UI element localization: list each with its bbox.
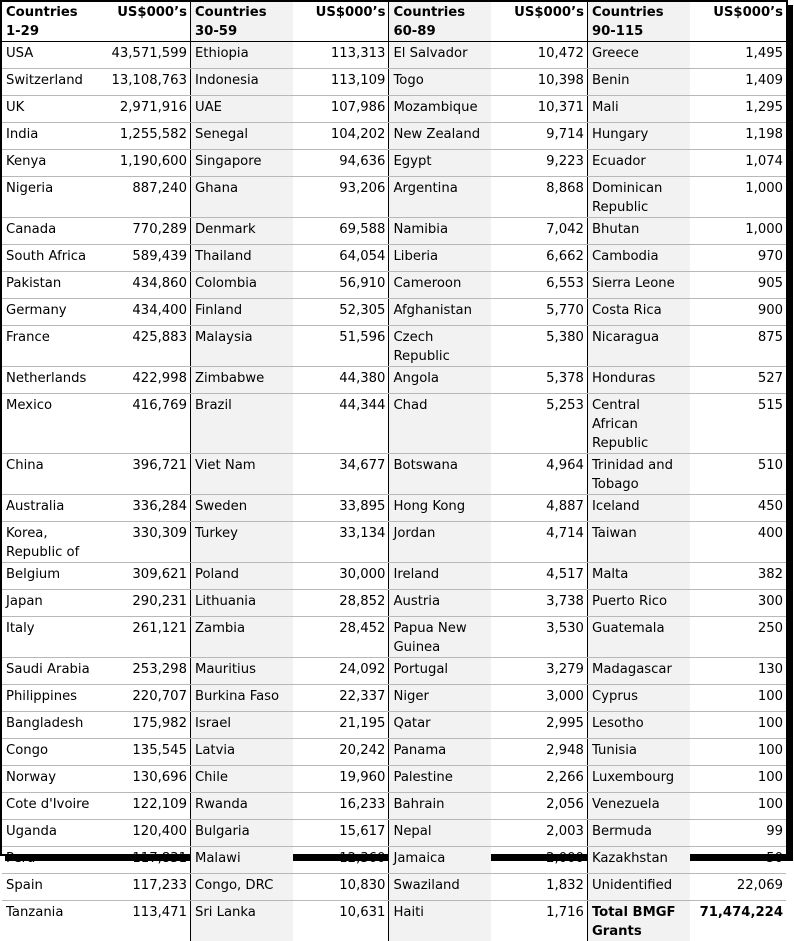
header-countries-2: Countries 30-59	[190, 2, 292, 42]
grant-value-cell: 589,439	[94, 245, 190, 272]
header-row	[2, 2, 786, 42]
country-name-cell: Canada	[2, 218, 94, 245]
country-name-cell: Botswana	[389, 454, 491, 495]
country-name-cell: El Salvador	[389, 42, 491, 69]
country-name-cell: Honduras	[587, 367, 689, 394]
grant-value-cell: 4,517	[491, 563, 587, 590]
country-name-cell: Italy	[2, 617, 94, 658]
table-body	[2, 42, 786, 941]
country-name-cell: Singapore	[190, 150, 292, 177]
country-name-cell: Jamaica	[389, 847, 491, 874]
country-name-cell: Taiwan	[587, 522, 689, 563]
country-name-cell: Mali	[587, 96, 689, 123]
grant-value-cell: 117,233	[94, 874, 190, 901]
grant-value-cell: 5,380	[491, 326, 587, 367]
grant-value-cell: 770,289	[94, 218, 190, 245]
country-name-cell: Sweden	[190, 495, 292, 522]
grant-value-cell: 21,195	[293, 712, 389, 739]
grant-value-cell: 1,255,582	[94, 123, 190, 150]
table-row	[2, 42, 786, 69]
grant-value-cell: 434,860	[94, 272, 190, 299]
grant-value-cell: 2,000	[491, 847, 587, 874]
country-name-cell: Nigeria	[2, 177, 94, 218]
table-row	[2, 69, 786, 96]
grant-value-cell: 33,134	[293, 522, 389, 563]
grant-value-cell: 2,056	[491, 793, 587, 820]
grant-value-cell: 19,960	[293, 766, 389, 793]
country-name-cell: Ireland	[389, 563, 491, 590]
country-name-cell: Angola	[389, 367, 491, 394]
grant-value-cell: 330,309	[94, 522, 190, 563]
grant-value-cell: 970	[690, 245, 786, 272]
grant-value-cell: 94,636	[293, 150, 389, 177]
country-name-cell: Malta	[587, 563, 689, 590]
country-name-cell: Jordan	[389, 522, 491, 563]
grant-value-cell: 64,054	[293, 245, 389, 272]
grant-value-cell: 100	[690, 685, 786, 712]
country-name-cell: UK	[2, 96, 94, 123]
grant-value-cell: 2,971,916	[94, 96, 190, 123]
grant-value-cell: 5,378	[491, 367, 587, 394]
grant-value-cell: 117,831	[94, 847, 190, 874]
grant-value-cell: 13,108,763	[94, 69, 190, 96]
grant-value-cell: 130,696	[94, 766, 190, 793]
grant-value-cell: 20,242	[293, 739, 389, 766]
country-name-cell: Cameroon	[389, 272, 491, 299]
country-name-cell: Hungary	[587, 123, 689, 150]
grant-value-cell: 2,266	[491, 766, 587, 793]
table-row	[2, 96, 786, 123]
country-name-cell: Philippines	[2, 685, 94, 712]
table-row	[2, 766, 786, 793]
country-name-cell: Nepal	[389, 820, 491, 847]
country-name-cell: Papua New Guinea	[389, 617, 491, 658]
country-name-cell: Malawi	[190, 847, 292, 874]
country-name-cell: Unidentified	[587, 874, 689, 901]
country-name-cell: Iceland	[587, 495, 689, 522]
country-name-cell: Ghana	[190, 177, 292, 218]
country-name-cell: Peru	[2, 847, 94, 874]
country-name-cell: Hong Kong	[389, 495, 491, 522]
grant-value-cell: 10,398	[491, 69, 587, 96]
country-name-cell: Togo	[389, 69, 491, 96]
grant-value-cell: 175,982	[94, 712, 190, 739]
country-name-cell: Zimbabwe	[190, 367, 292, 394]
country-name-cell: Palestine	[389, 766, 491, 793]
table-row	[2, 177, 786, 218]
grant-value-cell: 28,452	[293, 617, 389, 658]
grant-value-cell: 107,986	[293, 96, 389, 123]
total-value-cell: 71,474,224	[690, 901, 786, 941]
grant-value-cell: 100	[690, 739, 786, 766]
country-name-cell: South Africa	[2, 245, 94, 272]
grant-value-cell: 9,714	[491, 123, 587, 150]
country-name-cell: Namibia	[389, 218, 491, 245]
table-row	[2, 793, 786, 820]
country-name-cell: Liberia	[389, 245, 491, 272]
grant-value-cell: 24,092	[293, 658, 389, 685]
country-name-cell: Nicaragua	[587, 326, 689, 367]
country-name-cell: Puerto Rico	[587, 590, 689, 617]
country-name-cell: Switzerland	[2, 69, 94, 96]
grant-value-cell: 2,995	[491, 712, 587, 739]
country-name-cell: Luxembourg	[587, 766, 689, 793]
grant-value-cell: 5,253	[491, 394, 587, 454]
grant-value-cell: 56,910	[293, 272, 389, 299]
grant-value-cell: 1,716	[491, 901, 587, 941]
country-name-cell: Trinidad and Tobago	[587, 454, 689, 495]
grant-value-cell: 16,233	[293, 793, 389, 820]
table-row	[2, 150, 786, 177]
country-name-cell: Dominican Republic	[587, 177, 689, 218]
grant-value-cell: 2,948	[491, 739, 587, 766]
grant-value-cell: 4,964	[491, 454, 587, 495]
table-row	[2, 367, 786, 394]
country-name-cell: Japan	[2, 590, 94, 617]
grant-value-cell: 10,371	[491, 96, 587, 123]
grant-value-cell: 336,284	[94, 495, 190, 522]
table-row	[2, 272, 786, 299]
table-row	[2, 874, 786, 901]
country-name-cell: Congo	[2, 739, 94, 766]
grant-value-cell: 15,617	[293, 820, 389, 847]
country-name-cell: Austria	[389, 590, 491, 617]
table-row	[2, 394, 786, 454]
total-label-cell: Total BMGF Grants	[587, 901, 689, 941]
country-name-cell: Lesotho	[587, 712, 689, 739]
header-value-3: US$000’s	[491, 2, 587, 42]
grant-value-cell: 122,109	[94, 793, 190, 820]
grant-value-cell: 7,042	[491, 218, 587, 245]
country-name-cell: Chad	[389, 394, 491, 454]
country-name-cell: Haiti	[389, 901, 491, 941]
grant-value-cell: 69,588	[293, 218, 389, 245]
grant-value-cell: 450	[690, 495, 786, 522]
country-name-cell: Czech Republic	[389, 326, 491, 367]
grant-value-cell: 9,223	[491, 150, 587, 177]
grant-value-cell: 515	[690, 394, 786, 454]
grant-value-cell: 12,360	[293, 847, 389, 874]
country-name-cell: USA	[2, 42, 94, 69]
country-name-cell: China	[2, 454, 94, 495]
country-name-cell: France	[2, 326, 94, 367]
table-row	[2, 123, 786, 150]
country-name-cell: Afghanistan	[389, 299, 491, 326]
country-name-cell: Rwanda	[190, 793, 292, 820]
grant-value-cell: 2,003	[491, 820, 587, 847]
country-name-cell: Tunisia	[587, 739, 689, 766]
country-name-cell: Saudi Arabia	[2, 658, 94, 685]
table-row	[2, 590, 786, 617]
country-name-cell: Thailand	[190, 245, 292, 272]
grant-value-cell: 50	[690, 847, 786, 874]
country-name-cell: Poland	[190, 563, 292, 590]
grant-value-cell: 10,830	[293, 874, 389, 901]
grant-value-cell: 100	[690, 793, 786, 820]
country-name-cell: Germany	[2, 299, 94, 326]
country-name-cell: Cambodia	[587, 245, 689, 272]
grant-value-cell: 99	[690, 820, 786, 847]
country-name-cell: Bhutan	[587, 218, 689, 245]
country-name-cell: New Zealand	[389, 123, 491, 150]
country-name-cell: Qatar	[389, 712, 491, 739]
table-row	[2, 218, 786, 245]
grant-value-cell: 113,471	[94, 901, 190, 941]
country-name-cell: Tanzania	[2, 901, 94, 941]
country-name-cell: Argentina	[389, 177, 491, 218]
grant-value-cell: 1,000	[690, 177, 786, 218]
grant-value-cell: 120,400	[94, 820, 190, 847]
country-name-cell: Denmark	[190, 218, 292, 245]
grant-value-cell: 510	[690, 454, 786, 495]
grant-value-cell: 33,895	[293, 495, 389, 522]
country-name-cell: Mexico	[2, 394, 94, 454]
grant-value-cell: 300	[690, 590, 786, 617]
grant-value-cell: 22,069	[690, 874, 786, 901]
country-name-cell: India	[2, 123, 94, 150]
grant-value-cell: 3,000	[491, 685, 587, 712]
country-name-cell: Bahrain	[389, 793, 491, 820]
grant-value-cell: 261,121	[94, 617, 190, 658]
table-row	[2, 685, 786, 712]
grant-value-cell: 93,206	[293, 177, 389, 218]
country-name-cell: Costa Rica	[587, 299, 689, 326]
table-row	[2, 739, 786, 766]
country-name-cell: Malaysia	[190, 326, 292, 367]
grant-value-cell: 905	[690, 272, 786, 299]
grant-value-cell: 1,198	[690, 123, 786, 150]
country-name-cell: Bermuda	[587, 820, 689, 847]
grants-by-country-table	[2, 2, 786, 941]
grant-value-cell: 3,279	[491, 658, 587, 685]
country-name-cell: Israel	[190, 712, 292, 739]
table-row	[2, 245, 786, 272]
table-row	[2, 495, 786, 522]
grant-value-cell: 5,770	[491, 299, 587, 326]
country-name-cell: Venezuela	[587, 793, 689, 820]
country-name-cell: Netherlands	[2, 367, 94, 394]
grant-value-cell: 253,298	[94, 658, 190, 685]
grant-value-cell: 1,495	[690, 42, 786, 69]
grant-value-cell: 34,677	[293, 454, 389, 495]
table-row	[2, 326, 786, 367]
grant-value-cell: 4,887	[491, 495, 587, 522]
country-name-cell: Kenya	[2, 150, 94, 177]
grant-value-cell: 10,631	[293, 901, 389, 941]
grant-value-cell: 527	[690, 367, 786, 394]
grant-value-cell: 887,240	[94, 177, 190, 218]
country-name-cell: Cyprus	[587, 685, 689, 712]
grant-value-cell: 382	[690, 563, 786, 590]
country-name-cell: Benin	[587, 69, 689, 96]
country-name-cell: Lithuania	[190, 590, 292, 617]
country-name-cell: Sri Lanka	[190, 901, 292, 941]
country-name-cell: Chile	[190, 766, 292, 793]
table-row	[2, 454, 786, 495]
grant-value-cell: 416,769	[94, 394, 190, 454]
header-countries-1: Countries 1-29	[2, 2, 94, 42]
table-row	[2, 522, 786, 563]
grant-value-cell: 52,305	[293, 299, 389, 326]
country-name-cell: Colombia	[190, 272, 292, 299]
grant-value-cell: 1,409	[690, 69, 786, 96]
grant-value-cell: 1,832	[491, 874, 587, 901]
country-name-cell: Kazakhstan	[587, 847, 689, 874]
grant-value-cell: 113,313	[293, 42, 389, 69]
country-name-cell: Swaziland	[389, 874, 491, 901]
country-name-cell: Cote d'Ivoire	[2, 793, 94, 820]
table-row	[2, 901, 786, 941]
grant-value-cell: 1,190,600	[94, 150, 190, 177]
country-name-cell: Zambia	[190, 617, 292, 658]
country-name-cell: Burkina Faso	[190, 685, 292, 712]
country-name-cell: Sierra Leone	[587, 272, 689, 299]
grant-value-cell: 434,400	[94, 299, 190, 326]
country-name-cell: Belgium	[2, 563, 94, 590]
grant-value-cell: 43,571,599	[94, 42, 190, 69]
grant-value-cell: 28,852	[293, 590, 389, 617]
table-row	[2, 712, 786, 739]
header-value-1: US$000’s	[94, 2, 190, 42]
grant-value-cell: 135,545	[94, 739, 190, 766]
grant-value-cell: 290,231	[94, 590, 190, 617]
header-value-4: US$000’s	[690, 2, 786, 42]
country-name-cell: Ethiopia	[190, 42, 292, 69]
grant-value-cell: 220,707	[94, 685, 190, 712]
grant-value-cell: 3,738	[491, 590, 587, 617]
grant-value-cell: 250	[690, 617, 786, 658]
country-name-cell: Finland	[190, 299, 292, 326]
table-row	[2, 563, 786, 590]
country-name-cell: Panama	[389, 739, 491, 766]
country-name-cell: Bulgaria	[190, 820, 292, 847]
country-name-cell: Turkey	[190, 522, 292, 563]
grant-value-cell: 3,530	[491, 617, 587, 658]
grant-value-cell: 425,883	[94, 326, 190, 367]
grant-value-cell: 30,000	[293, 563, 389, 590]
grant-value-cell: 309,621	[94, 563, 190, 590]
header-countries-3: Countries 60-89	[389, 2, 491, 42]
country-name-cell: Bangladesh	[2, 712, 94, 739]
grant-value-cell: 100	[690, 712, 786, 739]
grant-value-cell: 130	[690, 658, 786, 685]
grant-value-cell: 1,074	[690, 150, 786, 177]
table-row	[2, 820, 786, 847]
grant-value-cell: 8,868	[491, 177, 587, 218]
country-name-cell: Niger	[389, 685, 491, 712]
grant-value-cell: 100	[690, 766, 786, 793]
country-name-cell: Viet Nam	[190, 454, 292, 495]
grant-value-cell: 396,721	[94, 454, 190, 495]
country-name-cell: Ecuador	[587, 150, 689, 177]
country-name-cell: Mozambique	[389, 96, 491, 123]
country-name-cell: Greece	[587, 42, 689, 69]
country-name-cell: Central African Republic	[587, 394, 689, 454]
table-row	[2, 617, 786, 658]
grant-value-cell: 400	[690, 522, 786, 563]
grant-value-cell: 22,337	[293, 685, 389, 712]
country-name-cell: Madagascar	[587, 658, 689, 685]
grant-value-cell: 10,472	[491, 42, 587, 69]
country-name-cell: Norway	[2, 766, 94, 793]
country-name-cell: Australia	[2, 495, 94, 522]
country-name-cell: Latvia	[190, 739, 292, 766]
grant-value-cell: 104,202	[293, 123, 389, 150]
country-name-cell: Pakistan	[2, 272, 94, 299]
table-row	[2, 847, 786, 874]
country-name-cell: Egypt	[389, 150, 491, 177]
header-countries-4: Countries 90-115	[587, 2, 689, 42]
country-name-cell: Senegal	[190, 123, 292, 150]
table-row	[2, 299, 786, 326]
country-name-cell: UAE	[190, 96, 292, 123]
grant-value-cell: 1,295	[690, 96, 786, 123]
country-name-cell: Uganda	[2, 820, 94, 847]
grant-value-cell: 900	[690, 299, 786, 326]
grant-value-cell: 6,553	[491, 272, 587, 299]
grant-value-cell: 6,662	[491, 245, 587, 272]
grant-value-cell: 422,998	[94, 367, 190, 394]
grant-value-cell: 44,380	[293, 367, 389, 394]
grant-value-cell: 51,596	[293, 326, 389, 367]
country-name-cell: Spain	[2, 874, 94, 901]
country-name-cell: Guatemala	[587, 617, 689, 658]
country-name-cell: Portugal	[389, 658, 491, 685]
country-name-cell: Brazil	[190, 394, 292, 454]
grant-value-cell: 44,344	[293, 394, 389, 454]
grant-value-cell: 1,000	[690, 218, 786, 245]
grant-value-cell: 875	[690, 326, 786, 367]
country-name-cell: Korea, Republic of	[2, 522, 94, 563]
grant-value-cell: 4,714	[491, 522, 587, 563]
table-row	[2, 658, 786, 685]
grant-value-cell: 113,109	[293, 69, 389, 96]
country-name-cell: Mauritius	[190, 658, 292, 685]
country-name-cell: Indonesia	[190, 69, 292, 96]
country-name-cell: Congo, DRC	[190, 874, 292, 901]
header-value-2: US$000’s	[293, 2, 389, 42]
